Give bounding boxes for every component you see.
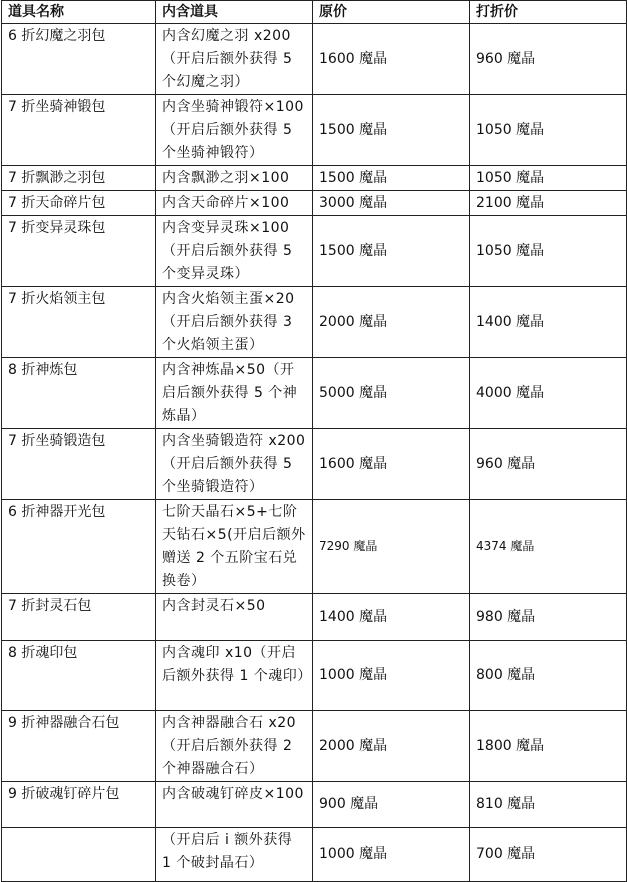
item-name-cell: 6 折幻魔之羽包: [2, 24, 156, 95]
item-contents-cell: 内含坐骑锻造符 x200（开启后额外获得 5 个坐骑锻造符）: [156, 429, 313, 500]
table-row: [2, 594, 627, 641]
item-name-cell: 8 折神炼包: [2, 358, 156, 429]
discount-price-cell: 4000 魔晶: [470, 358, 627, 429]
discount-price-cell: 1050 魔晶: [470, 95, 627, 166]
item-contents-cell: 内含魂印 x10（开启后额外获得 1 个魂印）: [156, 641, 313, 711]
table-row: [2, 216, 627, 287]
table-row: [2, 191, 627, 216]
original-price-cell: 3000 魔晶: [313, 191, 470, 216]
original-price-cell: 2000 魔晶: [313, 711, 470, 782]
discount-price-cell: 1050 魔晶: [470, 216, 627, 287]
item-name-cell: 9 折神器融合石包: [2, 711, 156, 782]
discount-price-cell: 810 魔晶: [470, 782, 627, 828]
item-name-cell: 7 折变异灵珠包: [2, 216, 156, 287]
discount-price-cell: 700 魔晶: [470, 828, 627, 882]
table-row: [2, 782, 627, 828]
original-price-cell: 1000 魔晶: [313, 641, 470, 711]
item-contents-cell: （开启后 i 额外获得 1 个破封晶石）: [156, 828, 313, 882]
item-name-cell: 7 折天命碎片包: [2, 191, 156, 216]
item-name-cell: 9 折破魂钉碎片包: [2, 782, 156, 828]
header-row: [2, 1, 627, 24]
original-price-cell: 1000 魔晶: [313, 828, 470, 882]
table-row: [2, 166, 627, 191]
original-price-cell: 1600 魔晶: [313, 24, 470, 95]
table-row: [2, 287, 627, 358]
original-price-cell: 1600 魔晶: [313, 429, 470, 500]
discount-price-cell: 4374 魔晶: [470, 500, 627, 594]
discount-table: [1, 0, 627, 882]
table-row: [2, 711, 627, 782]
original-price-cell: 1500 魔晶: [313, 216, 470, 287]
item-name-cell: 6 折神器开光包: [2, 500, 156, 594]
item-name-cell: 7 折封灵石包: [2, 594, 156, 641]
original-price-cell: 1500 魔晶: [313, 166, 470, 191]
table-row: [2, 95, 627, 166]
table-row: [2, 641, 627, 711]
item-name-cell: 7 折火焰领主包: [2, 287, 156, 358]
item-name-cell: 7 折飘渺之羽包: [2, 166, 156, 191]
item-contents-cell: 内含飘渺之羽×100: [156, 166, 313, 191]
table-row: [2, 358, 627, 429]
discount-price-cell: 1050 魔晶: [470, 166, 627, 191]
item-contents-cell: 内含神器融合石 x20（开启后额外获得 2 个神器融合石）: [156, 711, 313, 782]
discount-price-cell: 1800 魔晶: [470, 711, 627, 782]
discount-price-cell: 960 魔晶: [470, 429, 627, 500]
item-name-cell: 7 折坐骑锻造包: [2, 429, 156, 500]
item-contents-cell: 内含变异灵珠×100（开启后额外获得 5 个变异灵珠）: [156, 216, 313, 287]
item-contents-cell: 七阶天晶石×5+七阶天钻石×5(开启后额外赠送 2 个五阶宝石兑换卷）: [156, 500, 313, 594]
table-row: [2, 429, 627, 500]
item-contents-cell: 内含破魂钉碎皮×100: [156, 782, 313, 828]
discount-price-cell: 980 魔晶: [470, 594, 627, 641]
original-price-cell: 5000 魔晶: [313, 358, 470, 429]
item-contents-cell: 内含火焰领主蛋×20（开启后额外获得 3 个火焰领主蛋）: [156, 287, 313, 358]
item-name-cell: 8 折魂印包: [2, 641, 156, 711]
header-original-price: 原价: [313, 1, 470, 24]
discount-price-cell: 2100 魔晶: [470, 191, 627, 216]
original-price-cell: 1500 魔晶: [313, 95, 470, 166]
header-discount-price: 打折价: [470, 1, 627, 24]
table-row: [2, 24, 627, 95]
discount-price-cell: 960 魔晶: [470, 24, 627, 95]
header-contents: 内含道具: [156, 1, 313, 24]
item-contents-cell: 内含神炼晶×50（开启后额外获得 5 个神炼晶）: [156, 358, 313, 429]
table-row: [2, 500, 627, 594]
item-contents-cell: 内含坐骑神锻符×100（开启后额外获得 5 个坐骑神锻符）: [156, 95, 313, 166]
item-contents-cell: 内含天命碎片×100: [156, 191, 313, 216]
item-contents-cell: 内含幻魔之羽 x200（开启后额外获得 5 个幻魔之羽）: [156, 24, 313, 95]
item-name-cell: 7 折坐骑神锻包: [2, 95, 156, 166]
discount-price-cell: 1400 魔晶: [470, 287, 627, 358]
original-price-cell: 900 魔晶: [313, 782, 470, 828]
original-price-cell: 7290 魔晶: [313, 500, 470, 594]
original-price-cell: 2000 魔晶: [313, 287, 470, 358]
item-contents-cell: 内含封灵石×50: [156, 594, 313, 641]
table-row: [2, 828, 627, 882]
original-price-cell: 1400 魔晶: [313, 594, 470, 641]
item-name-cell: [2, 828, 156, 882]
header-item-name: 道具名称: [2, 1, 156, 24]
discount-price-cell: 800 魔晶: [470, 641, 627, 711]
